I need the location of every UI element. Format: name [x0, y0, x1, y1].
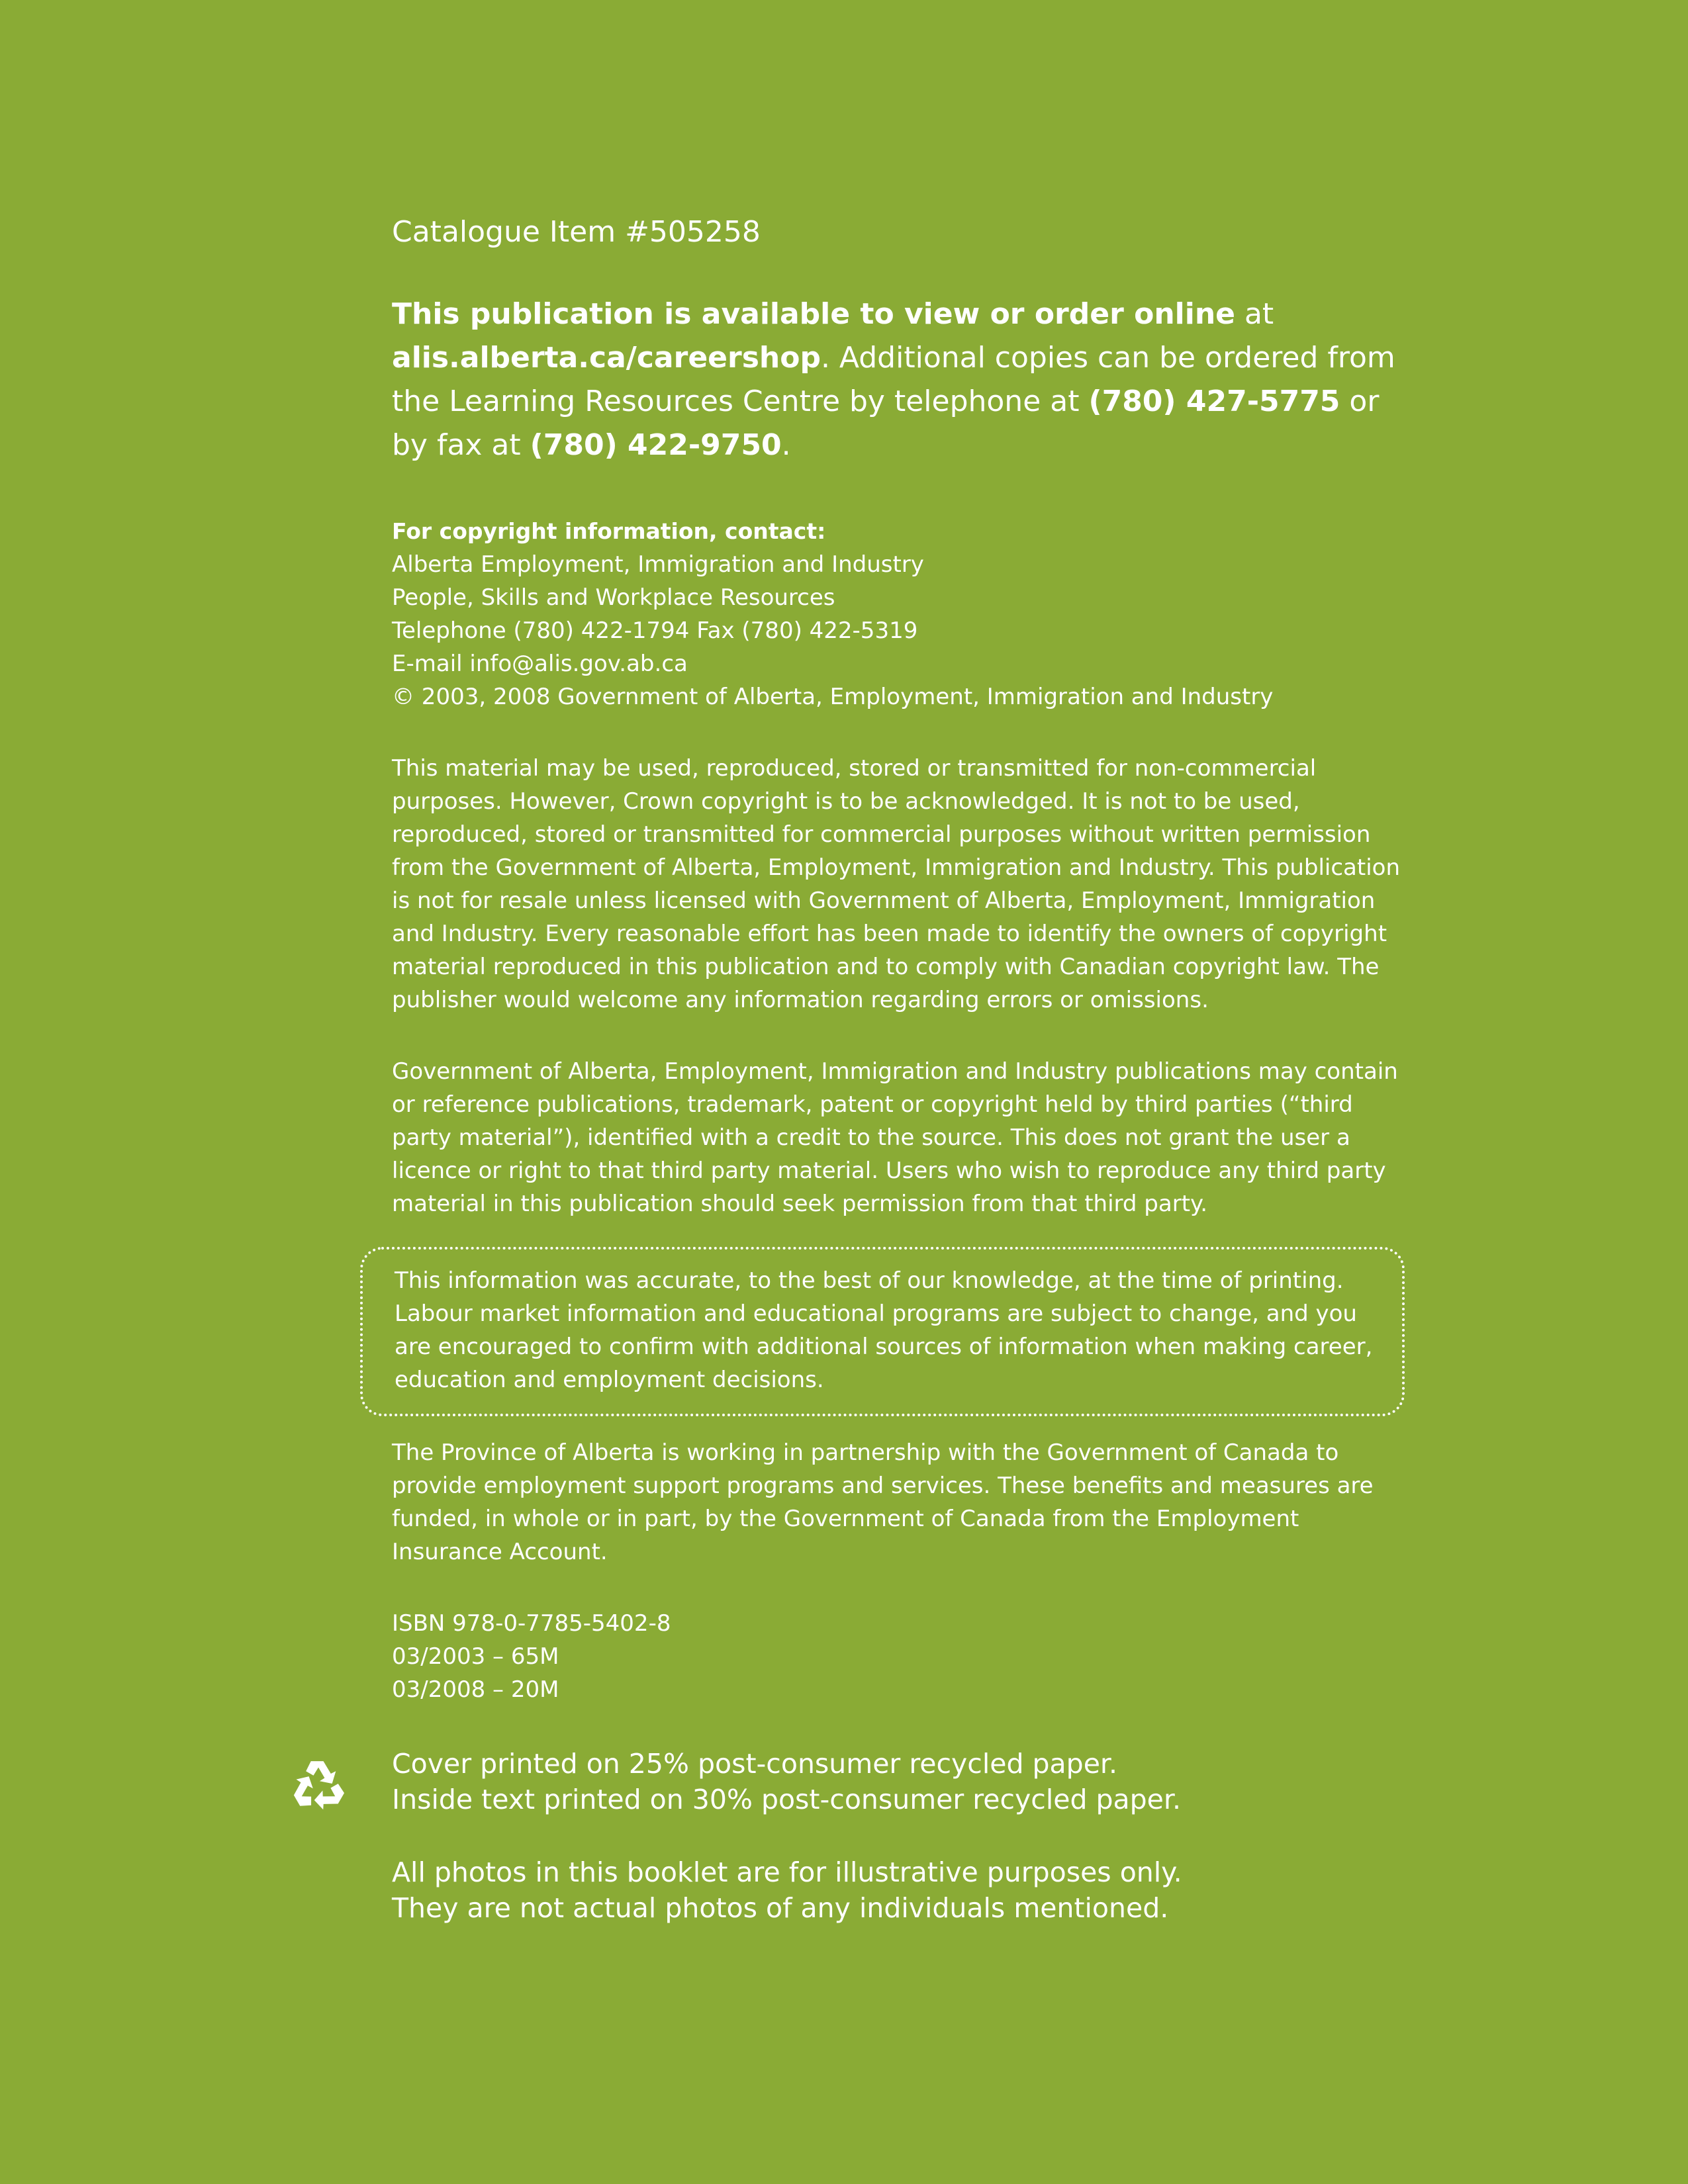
- contact-division: People, Skills and Workplace Resources: [392, 584, 835, 611]
- availability-statement: [392, 293, 1405, 467]
- careershop-url[interactable]: alis.alberta.ca/careershop: [392, 341, 821, 375]
- photo-disclaimer: [392, 1854, 1405, 1926]
- catalogue-item: Catalogue Item #505258: [392, 215, 761, 249]
- copyright-contact: [392, 515, 1405, 713]
- inside-paper-note: Inside text printed on 30% post-consumer recycled paper.: [392, 1784, 1182, 1815]
- photo-disclaimer-line-2: They are not actual photos of any individuals mentioned.: [392, 1892, 1169, 1924]
- fax-number: (780) 422-9750: [530, 428, 782, 462]
- isbn-number: ISBN 978-0-7785-5402-8: [392, 1610, 671, 1637]
- telephone-number: (780) 427-5775: [1088, 385, 1340, 418]
- contact-department: Alberta Employment, Immigration and Industry: [392, 551, 924, 578]
- photo-disclaimer-line-1: All photos in this booklet are for illustrative purposes only.: [392, 1856, 1182, 1888]
- recycled-paper-note: [392, 1746, 1405, 1817]
- copyright-notice: © 2003, 2008 Government of Alberta, Employment, Immigration and Industry: [392, 684, 1274, 710]
- availability-text-4: .: [781, 428, 791, 462]
- copyright-heading: For copyright information, contact:: [392, 518, 826, 544]
- material-use-paragraph: This material may be used, reproduced, stored or transmitted for non-commercial purposes. However, Crown copyright is to be acknowledged. It is not to be used, reproduced, stored or transmitted for commercial purposes without written permission from the Government of Alberta, Employment, Immigration and Industry. This publication is not for resale unless licensed with Government of Alberta, Employment, Immigration and Industry. Every reasonable effort has been made to identify the owners of copyright material reproduced in this publication and to comply with Canadian copyright law. The publisher would welcome any information regarding errors or omissions.: [392, 755, 1400, 1013]
- colophon: [392, 210, 1405, 1926]
- availability-text-1: at: [1235, 297, 1274, 331]
- print-run-2003: 03/2003 – 65M: [392, 1643, 559, 1670]
- isbn-block: [392, 1607, 1405, 1706]
- accuracy-notice: This information was accurate, to the best of our knowledge, at the time of printing. Labour market information and educational programs are subject to change, and you are encouraged to confirm with additional sources of information when making career, education and employment decisions.: [395, 1267, 1373, 1393]
- availability-text-2: . Additional copies can be ordered from the Learning Resources Centre by telephone at: [392, 341, 1395, 418]
- province-partnership-paragraph: The Province of Alberta is working in partnership with the Government of Canada to provide employment support programs and services. These benefits and measures are funded, in whole or in part, by the Government of Canada from the Employment Insurance Account.: [392, 1439, 1374, 1565]
- cover-paper-note: Cover printed on 25% post-consumer recycled paper.: [392, 1748, 1118, 1780]
- third-party-paragraph: Government of Alberta, Employment, Immigration and Industry publications may contain or reference publications, trademark, patent or copyright held by third parties (“third party material”), identified with a credit to the source. This does not grant the user a licence or right to that third party material. Users who wish to reproduce any third party material in this publication should seek permission from that third party.: [392, 1058, 1398, 1217]
- contact-phone-fax: Telephone (780) 422-1794 Fax (780) 422-5319: [392, 617, 918, 644]
- recycle-icon: [287, 1752, 350, 1815]
- accuracy-notice-box: [360, 1247, 1405, 1416]
- print-run-2008: 03/2008 – 20M: [392, 1676, 559, 1703]
- contact-email[interactable]: E-mail info@alis.gov.ab.ca: [392, 651, 688, 677]
- availability-text-3: or by fax at: [392, 385, 1380, 462]
- availability-lead: This publication is available to view or order online: [392, 297, 1235, 331]
